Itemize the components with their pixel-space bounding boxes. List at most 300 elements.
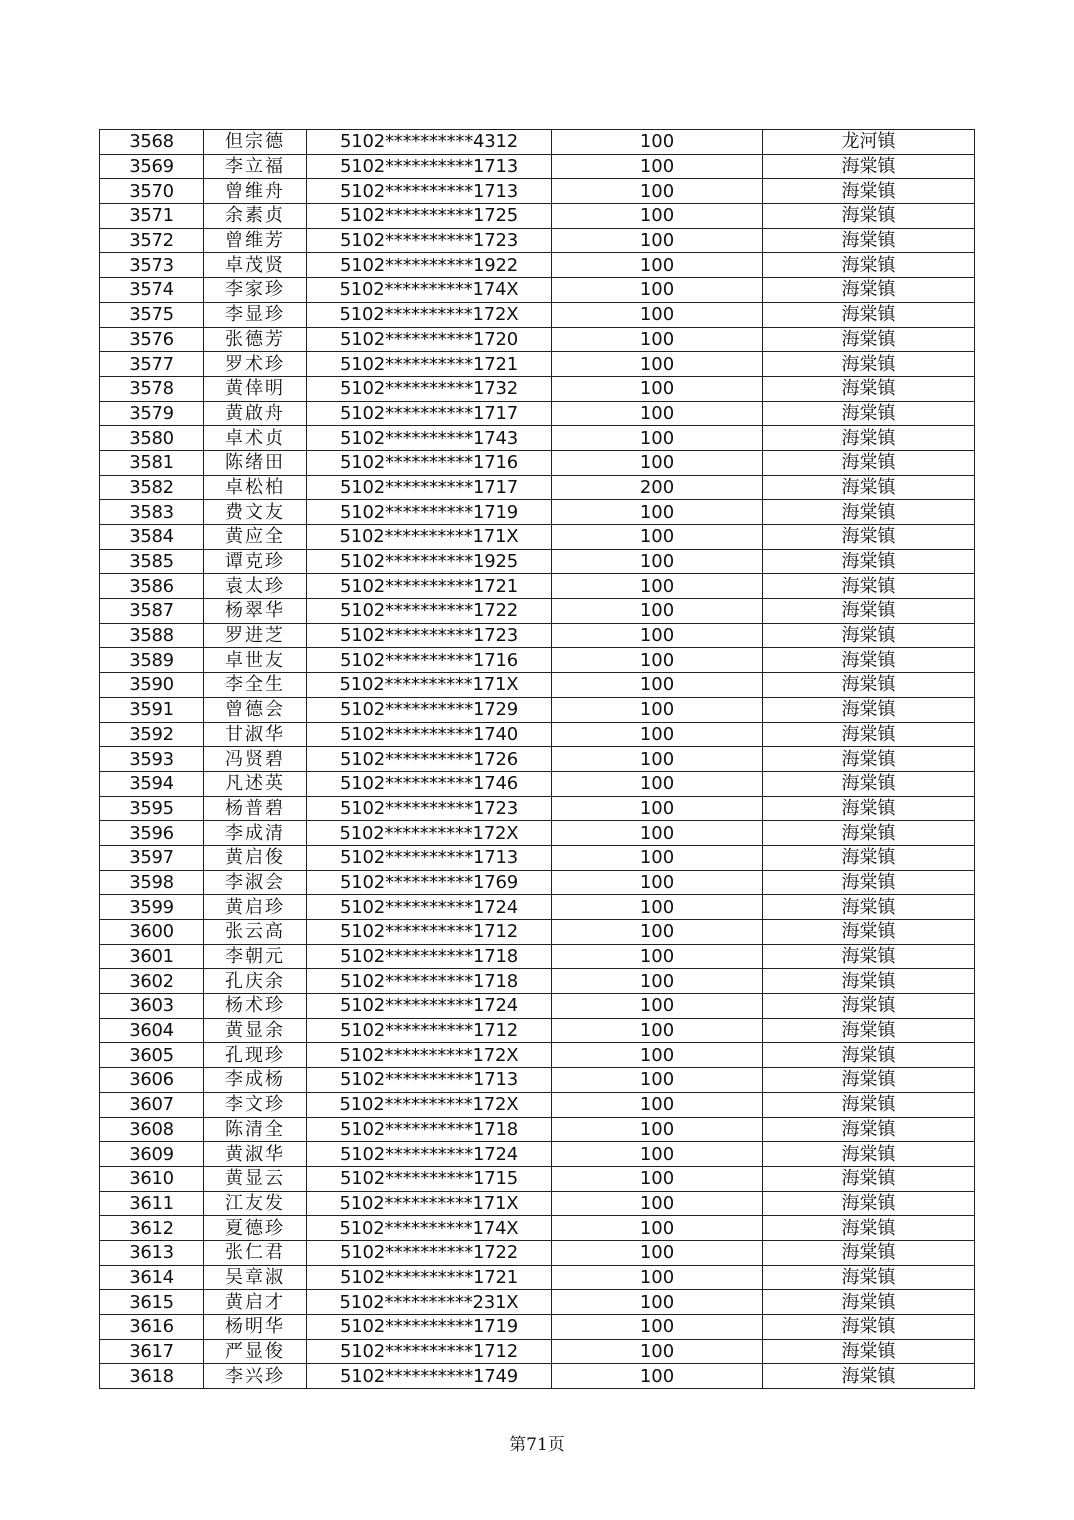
row-number-cell: 3573 [100, 253, 204, 278]
id-number-cell: 5102**********1718 [307, 944, 552, 969]
amount-cell: 100 [552, 1290, 763, 1315]
town-cell: 海棠镇 [763, 228, 975, 253]
amount-cell: 100 [552, 154, 763, 179]
id-number-cell: 5102**********1712 [307, 920, 552, 945]
amount-cell: 100 [552, 228, 763, 253]
id-number-cell: 5102**********171X [307, 673, 552, 698]
town-cell: 海棠镇 [763, 204, 975, 229]
row-number-cell: 3602 [100, 969, 204, 994]
town-cell: 海棠镇 [763, 944, 975, 969]
amount-cell: 100 [552, 821, 763, 846]
row-number-cell: 3600 [100, 920, 204, 945]
amount-cell: 100 [552, 327, 763, 352]
amount-cell: 100 [552, 623, 763, 648]
town-cell: 海棠镇 [763, 1240, 975, 1265]
id-number-cell: 5102**********171X [307, 525, 552, 550]
town-cell: 海棠镇 [763, 574, 975, 599]
row-number-cell: 3582 [100, 475, 204, 500]
table-row [100, 401, 975, 426]
amount-cell: 100 [552, 1018, 763, 1043]
town-cell: 海棠镇 [763, 1364, 975, 1389]
amount-cell: 100 [552, 1142, 763, 1167]
name-cell: 黄显云 [204, 1166, 307, 1191]
table-row [100, 1043, 975, 1068]
row-number-cell: 3591 [100, 697, 204, 722]
name-cell: 费文友 [204, 500, 307, 525]
amount-cell: 100 [552, 302, 763, 327]
town-cell: 海棠镇 [763, 376, 975, 401]
town-cell: 海棠镇 [763, 426, 975, 451]
row-number-cell: 3611 [100, 1191, 204, 1216]
amount-cell: 100 [552, 253, 763, 278]
amount-cell: 100 [552, 401, 763, 426]
name-cell: 罗进芝 [204, 623, 307, 648]
town-cell: 海棠镇 [763, 895, 975, 920]
name-cell: 黄显余 [204, 1018, 307, 1043]
id-number-cell: 5102**********1718 [307, 969, 552, 994]
amount-cell: 100 [552, 1240, 763, 1265]
name-cell: 谭克珍 [204, 549, 307, 574]
name-cell: 张德芳 [204, 327, 307, 352]
town-cell: 海棠镇 [763, 401, 975, 426]
table-row [100, 574, 975, 599]
table-row [100, 253, 975, 278]
table-row [100, 500, 975, 525]
row-number-cell: 3610 [100, 1166, 204, 1191]
row-number-cell: 3616 [100, 1315, 204, 1340]
town-cell: 海棠镇 [763, 1142, 975, 1167]
id-number-cell: 5102**********1922 [307, 253, 552, 278]
id-number-cell: 5102**********172X [307, 1043, 552, 1068]
row-number-cell: 3612 [100, 1216, 204, 1241]
name-cell: 孔现珍 [204, 1043, 307, 1068]
table-row [100, 895, 975, 920]
id-number-cell: 5102**********174X [307, 278, 552, 303]
name-cell: 卓世友 [204, 648, 307, 673]
table-row [100, 870, 975, 895]
town-cell: 海棠镇 [763, 475, 975, 500]
town-cell: 海棠镇 [763, 796, 975, 821]
id-number-cell: 5102**********1719 [307, 1315, 552, 1340]
name-cell: 杨术珍 [204, 994, 307, 1019]
name-cell: 凡述英 [204, 771, 307, 796]
name-cell: 张仁君 [204, 1240, 307, 1265]
amount-cell: 100 [552, 771, 763, 796]
name-cell: 李成杨 [204, 1068, 307, 1093]
town-cell: 海棠镇 [763, 870, 975, 895]
id-number-cell: 5102**********1721 [307, 352, 552, 377]
table-row [100, 179, 975, 204]
amount-cell: 100 [552, 920, 763, 945]
amount-cell: 100 [552, 697, 763, 722]
amount-cell: 100 [552, 969, 763, 994]
table-row [100, 1142, 975, 1167]
name-cell: 曾维芳 [204, 228, 307, 253]
row-number-cell: 3583 [100, 500, 204, 525]
amount-cell: 100 [552, 1315, 763, 1340]
id-number-cell: 5102**********1723 [307, 623, 552, 648]
amount-cell: 100 [552, 549, 763, 574]
id-number-cell: 5102**********1723 [307, 228, 552, 253]
town-cell: 海棠镇 [763, 771, 975, 796]
amount-cell: 100 [552, 722, 763, 747]
row-number-cell: 3579 [100, 401, 204, 426]
id-number-cell: 5102**********1724 [307, 1142, 552, 1167]
name-cell: 黄倖明 [204, 376, 307, 401]
row-number-cell: 3586 [100, 574, 204, 599]
name-cell: 杨翠华 [204, 599, 307, 624]
id-number-cell: 5102**********1726 [307, 747, 552, 772]
id-number-cell: 5102**********1717 [307, 401, 552, 426]
name-cell: 曾德会 [204, 697, 307, 722]
name-cell: 吴章淑 [204, 1265, 307, 1290]
name-cell: 江友发 [204, 1191, 307, 1216]
amount-cell: 100 [552, 870, 763, 895]
row-number-cell: 3574 [100, 278, 204, 303]
id-number-cell: 5102**********1746 [307, 771, 552, 796]
town-cell: 海棠镇 [763, 179, 975, 204]
table-row [100, 1265, 975, 1290]
amount-cell: 100 [552, 574, 763, 599]
id-number-cell: 5102**********1722 [307, 1240, 552, 1265]
name-cell: 严显俊 [204, 1339, 307, 1364]
row-number-cell: 3593 [100, 747, 204, 772]
id-number-cell: 5102**********172X [307, 821, 552, 846]
row-number-cell: 3571 [100, 204, 204, 229]
row-number-cell: 3614 [100, 1265, 204, 1290]
amount-cell: 100 [552, 130, 763, 155]
roster-table [99, 129, 975, 1389]
row-number-cell: 3601 [100, 944, 204, 969]
amount-cell: 100 [552, 599, 763, 624]
amount-cell: 100 [552, 1364, 763, 1389]
town-cell: 海棠镇 [763, 302, 975, 327]
name-cell: 夏德珍 [204, 1216, 307, 1241]
row-number-cell: 3590 [100, 673, 204, 698]
table-row [100, 1068, 975, 1093]
town-cell: 海棠镇 [763, 500, 975, 525]
name-cell: 李立福 [204, 154, 307, 179]
town-cell: 海棠镇 [763, 1265, 975, 1290]
roster-table-body [100, 130, 975, 1389]
row-number-cell: 3592 [100, 722, 204, 747]
amount-cell: 100 [552, 895, 763, 920]
table-row [100, 1240, 975, 1265]
amount-cell: 100 [552, 1166, 763, 1191]
town-cell: 海棠镇 [763, 1092, 975, 1117]
name-cell: 黄应全 [204, 525, 307, 550]
town-cell: 海棠镇 [763, 1068, 975, 1093]
amount-cell: 100 [552, 1117, 763, 1142]
name-cell: 陈清全 [204, 1117, 307, 1142]
table-row [100, 1191, 975, 1216]
name-cell: 卓术贞 [204, 426, 307, 451]
id-number-cell: 5102**********1743 [307, 426, 552, 451]
id-number-cell: 5102**********1724 [307, 895, 552, 920]
table-row [100, 204, 975, 229]
table-row [100, 1364, 975, 1389]
name-cell: 黄启珍 [204, 895, 307, 920]
id-number-cell: 5102**********1712 [307, 1339, 552, 1364]
town-cell: 海棠镇 [763, 623, 975, 648]
town-cell: 海棠镇 [763, 994, 975, 1019]
row-number-cell: 3569 [100, 154, 204, 179]
name-cell: 甘淑华 [204, 722, 307, 747]
id-number-cell: 5102**********1721 [307, 1265, 552, 1290]
amount-cell: 100 [552, 278, 763, 303]
amount-cell: 100 [552, 500, 763, 525]
table-row [100, 845, 975, 870]
id-number-cell: 5102**********1925 [307, 549, 552, 574]
town-cell: 海棠镇 [763, 549, 975, 574]
name-cell: 李朝元 [204, 944, 307, 969]
table-row [100, 1216, 975, 1241]
amount-cell: 100 [552, 376, 763, 401]
row-number-cell: 3580 [100, 426, 204, 451]
amount-cell: 100 [552, 1339, 763, 1364]
row-number-cell: 3617 [100, 1339, 204, 1364]
town-cell: 海棠镇 [763, 697, 975, 722]
table-row [100, 796, 975, 821]
id-number-cell: 5102**********1725 [307, 204, 552, 229]
page-number: 第71页 [509, 1435, 565, 1455]
town-cell: 海棠镇 [763, 1043, 975, 1068]
amount-cell: 100 [552, 352, 763, 377]
table-row [100, 525, 975, 550]
town-cell: 海棠镇 [763, 673, 975, 698]
table-row [100, 1018, 975, 1043]
town-cell: 海棠镇 [763, 154, 975, 179]
id-number-cell: 5102**********1716 [307, 450, 552, 475]
town-cell: 海棠镇 [763, 327, 975, 352]
table-row [100, 1166, 975, 1191]
row-number-cell: 3618 [100, 1364, 204, 1389]
table-row [100, 130, 975, 155]
name-cell: 但宗德 [204, 130, 307, 155]
town-cell: 海棠镇 [763, 1339, 975, 1364]
row-number-cell: 3577 [100, 352, 204, 377]
row-number-cell: 3598 [100, 870, 204, 895]
table-row [100, 747, 975, 772]
id-number-cell: 5102**********231X [307, 1290, 552, 1315]
table-row [100, 1117, 975, 1142]
row-number-cell: 3575 [100, 302, 204, 327]
name-cell: 罗术珍 [204, 352, 307, 377]
id-number-cell: 5102**********1713 [307, 1068, 552, 1093]
amount-cell: 100 [552, 845, 763, 870]
amount-cell: 100 [552, 747, 763, 772]
amount-cell: 100 [552, 994, 763, 1019]
row-number-cell: 3609 [100, 1142, 204, 1167]
name-cell: 张云高 [204, 920, 307, 945]
town-cell: 海棠镇 [763, 450, 975, 475]
town-cell: 海棠镇 [763, 1290, 975, 1315]
row-number-cell: 3608 [100, 1117, 204, 1142]
amount-cell: 100 [552, 525, 763, 550]
id-number-cell: 5102**********172X [307, 302, 552, 327]
id-number-cell: 5102**********1732 [307, 376, 552, 401]
table-row [100, 994, 975, 1019]
name-cell: 杨明华 [204, 1315, 307, 1340]
town-cell: 海棠镇 [763, 747, 975, 772]
name-cell: 黄启才 [204, 1290, 307, 1315]
town-cell: 海棠镇 [763, 969, 975, 994]
town-cell: 海棠镇 [763, 1191, 975, 1216]
name-cell: 袁太珍 [204, 574, 307, 599]
table-row [100, 920, 975, 945]
row-number-cell: 3603 [100, 994, 204, 1019]
id-number-cell: 5102**********1724 [307, 994, 552, 1019]
row-number-cell: 3589 [100, 648, 204, 673]
table-row [100, 302, 975, 327]
town-cell: 海棠镇 [763, 821, 975, 846]
town-cell: 海棠镇 [763, 352, 975, 377]
name-cell: 黄启俊 [204, 845, 307, 870]
amount-cell: 100 [552, 204, 763, 229]
id-number-cell: 5102**********1713 [307, 179, 552, 204]
row-number-cell: 3613 [100, 1240, 204, 1265]
town-cell: 海棠镇 [763, 1018, 975, 1043]
table-row [100, 475, 975, 500]
name-cell: 陈绪田 [204, 450, 307, 475]
id-number-cell: 5102**********1740 [307, 722, 552, 747]
town-cell: 海棠镇 [763, 920, 975, 945]
table-row [100, 450, 975, 475]
amount-cell: 100 [552, 1216, 763, 1241]
id-number-cell: 5102**********1712 [307, 1018, 552, 1043]
id-number-cell: 5102**********171X [307, 1191, 552, 1216]
town-cell: 龙河镇 [763, 130, 975, 155]
id-number-cell: 5102**********1749 [307, 1364, 552, 1389]
table-row [100, 1092, 975, 1117]
town-cell: 海棠镇 [763, 648, 975, 673]
row-number-cell: 3595 [100, 796, 204, 821]
table-row [100, 969, 975, 994]
row-number-cell: 3572 [100, 228, 204, 253]
town-cell: 海棠镇 [763, 845, 975, 870]
row-number-cell: 3585 [100, 549, 204, 574]
name-cell: 李家珍 [204, 278, 307, 303]
id-number-cell: 5102**********172X [307, 1092, 552, 1117]
row-number-cell: 3581 [100, 450, 204, 475]
amount-cell: 100 [552, 1265, 763, 1290]
name-cell: 李成清 [204, 821, 307, 846]
amount-cell: 100 [552, 648, 763, 673]
row-number-cell: 3568 [100, 130, 204, 155]
amount-cell: 100 [552, 179, 763, 204]
town-cell: 海棠镇 [763, 722, 975, 747]
row-number-cell: 3584 [100, 525, 204, 550]
amount-cell: 100 [552, 450, 763, 475]
table-row [100, 722, 975, 747]
amount-cell: 100 [552, 673, 763, 698]
table-row [100, 821, 975, 846]
table-row [100, 648, 975, 673]
id-number-cell: 5102**********1713 [307, 845, 552, 870]
table-row [100, 278, 975, 303]
table-row [100, 673, 975, 698]
name-cell: 李淑会 [204, 870, 307, 895]
table-row [100, 1290, 975, 1315]
table-row [100, 623, 975, 648]
name-cell: 冯贤碧 [204, 747, 307, 772]
name-cell: 李文珍 [204, 1092, 307, 1117]
row-number-cell: 3576 [100, 327, 204, 352]
town-cell: 海棠镇 [763, 278, 975, 303]
amount-cell: 100 [552, 1191, 763, 1216]
row-number-cell: 3570 [100, 179, 204, 204]
amount-cell: 200 [552, 475, 763, 500]
id-number-cell: 5102**********1769 [307, 870, 552, 895]
id-number-cell: 5102**********1722 [307, 599, 552, 624]
id-number-cell: 5102**********1713 [307, 154, 552, 179]
table-row [100, 944, 975, 969]
name-cell: 卓松柏 [204, 475, 307, 500]
table-row [100, 426, 975, 451]
town-cell: 海棠镇 [763, 1216, 975, 1241]
row-number-cell: 3607 [100, 1092, 204, 1117]
table-row [100, 1315, 975, 1340]
town-cell: 海棠镇 [763, 1315, 975, 1340]
name-cell: 李兴珍 [204, 1364, 307, 1389]
row-number-cell: 3587 [100, 599, 204, 624]
name-cell: 曾维舟 [204, 179, 307, 204]
amount-cell: 100 [552, 1043, 763, 1068]
row-number-cell: 3578 [100, 376, 204, 401]
table-row [100, 697, 975, 722]
id-number-cell: 5102**********174X [307, 1216, 552, 1241]
name-cell: 李全生 [204, 673, 307, 698]
name-cell: 孔庆余 [204, 969, 307, 994]
name-cell: 黄啟舟 [204, 401, 307, 426]
id-number-cell: 5102**********1715 [307, 1166, 552, 1191]
amount-cell: 100 [552, 1092, 763, 1117]
name-cell: 杨普碧 [204, 796, 307, 821]
table-row [100, 1339, 975, 1364]
row-number-cell: 3605 [100, 1043, 204, 1068]
row-number-cell: 3594 [100, 771, 204, 796]
name-cell: 余素贞 [204, 204, 307, 229]
town-cell: 海棠镇 [763, 1166, 975, 1191]
id-number-cell: 5102**********1719 [307, 500, 552, 525]
id-number-cell: 5102**********1716 [307, 648, 552, 673]
row-number-cell: 3588 [100, 623, 204, 648]
town-cell: 海棠镇 [763, 253, 975, 278]
id-number-cell: 5102**********1718 [307, 1117, 552, 1142]
table-row [100, 154, 975, 179]
name-cell: 黄淑华 [204, 1142, 307, 1167]
row-number-cell: 3604 [100, 1018, 204, 1043]
id-number-cell: 5102**********1721 [307, 574, 552, 599]
id-number-cell: 5102**********1723 [307, 796, 552, 821]
row-number-cell: 3599 [100, 895, 204, 920]
table-row [100, 376, 975, 401]
id-number-cell: 5102**********1720 [307, 327, 552, 352]
town-cell: 海棠镇 [763, 525, 975, 550]
id-number-cell: 5102**********1717 [307, 475, 552, 500]
amount-cell: 100 [552, 796, 763, 821]
table-row [100, 599, 975, 624]
amount-cell: 100 [552, 1068, 763, 1093]
table-row [100, 352, 975, 377]
town-cell: 海棠镇 [763, 1117, 975, 1142]
table-row [100, 771, 975, 796]
id-number-cell: 5102**********1729 [307, 697, 552, 722]
town-cell: 海棠镇 [763, 599, 975, 624]
table-row [100, 549, 975, 574]
name-cell: 卓茂贤 [204, 253, 307, 278]
amount-cell: 100 [552, 944, 763, 969]
